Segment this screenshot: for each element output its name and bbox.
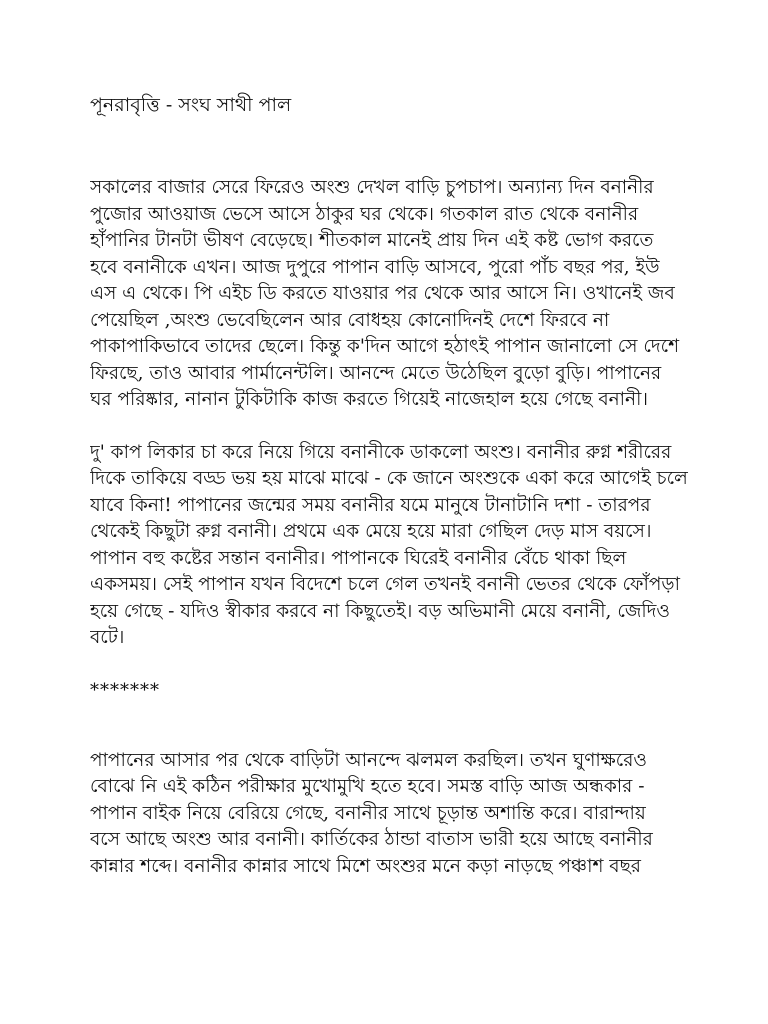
document-title: পূনরাবৃত্তি - সংঘ সাথী পাল <box>90 94 292 116</box>
text-line: সকালের বাজার সেরে ফিরেও অংশু দেখল বাড়ি চুপচাপ। অন্যান্য দিন বনানীর <box>90 177 654 198</box>
text-line: বসে আছে অংশু আর বনানী। কার্তিকের ঠান্ডা বাতাস ভারী হয়ে আছে বনানীর <box>90 829 653 850</box>
text-line: কান্নার শব্দে। বনানীর কান্নার সাথে মিশে অংশুর মনে কড়া নাড়ছে পঞ্চাশ বছর <box>90 855 641 877</box>
text-line: বোঝে নি এই কঠিন পরীক্ষার মুখোমুখি হতে হবে। সমস্ত বাড়ি আজ অন্ধকার - <box>90 776 645 797</box>
text-line: দু' কাপ লিকার চা করে নিয়ে গিয়ে বনানীকে ডাকলো অংশু। বনানীর রুগ্ন শরীরের <box>90 441 672 463</box>
text-line: একসময়। সেই পাপান যখন বিদেশে চলে গেল তখনই বনানী ভেতর থেকে ফোঁপড়া <box>90 574 680 595</box>
text-line: পাপান বহু কষ্টের সন্তান বনানীর। পাপানকে ঘিরেই বনানীর বেঁচে থাকা ছিল <box>90 547 627 569</box>
text-line: যাবে কিনা! পাপানের জন্মের সময় বনানীর যমে মানুষে টানাটানি দশা - তারপর <box>90 494 651 516</box>
text-line: পেয়েছিল ,অংশু ভেবেছিলেন আর বোধহয় কোনোদিনই দেশে ফিরবে না <box>90 309 610 331</box>
text-line: পাকাপাকিভাবে তাদের ছেলে। কিন্তু ক'দিন আগে হঠাৎই পাপান জানালো সে দেশে <box>90 336 680 357</box>
paragraph-2 <box>90 440 690 652</box>
text-line: ফিরছে, তাও আবার পার্মানেন্টলি। আনন্দে মেতে উঠেছিল বুড়ো বুড়ি। পাপানের <box>90 362 662 384</box>
paragraph-3 <box>90 748 690 881</box>
document-body <box>90 175 690 906</box>
text-line: হাঁপানির টানটা ভীষণ বেড়েছে। শীতকাল মানেই প্রায় দিন এই কষ্ট ভোগ করতে <box>90 230 654 251</box>
text-line: হবে বনানীকে এখন। আজ দুপুরে পাপান বাড়ি আসবে, পুরো পাঁচ বছর পর, ইউ <box>90 256 660 278</box>
text-line: বটে। <box>90 627 125 648</box>
text-line: পুজোর আওয়াজ ভেসে আসে ঠাকুর ঘর থেকে। গতকাল রাত থেকে বনানীর <box>90 203 639 225</box>
text-line: দিকে তাকিয়ে বড্ড ভয় হয় মাঝে মাঝে - কে জানে অংশুকে একা করে আগেই চলে <box>90 468 688 489</box>
text-line: এস এ থেকে। পি এইচ ডি করতে যাওয়ার পর থেকে আর আসে নি। ওখানেই জব <box>90 283 675 304</box>
text-line: পাপান বাইক নিয়ে বেরিয়ে গেছে, বনানীর সাথে চূড়ান্ত অশান্তি করে। বারান্দায় <box>90 802 646 824</box>
text-line: থেকেই কিছুটা রুগ্ন বনানী। প্রথমে এক মেয়ে হয়ে মারা গেছিল দেড় মাস বয়সে। <box>90 521 652 542</box>
text-line: হয়ে গেছে - যদিও স্বীকার করবে না কিছুতেই। বড় অভিমানী মেয়ে বনানী, জেদিও <box>90 600 671 622</box>
text-line: ঘর পরিষ্কার, নানান টুকিটাকি কাজ করতে গিয়েই নাজেহাল হয়ে গেছে বনানী। <box>90 389 648 410</box>
section-separator: ******* <box>90 679 160 701</box>
text-line: পাপানের আসার পর থেকে বাড়িটা আনন্দে ঝলমল করছিল। তখন ঘুণাক্ষরেও <box>90 749 647 771</box>
paragraph-1 <box>90 175 690 414</box>
